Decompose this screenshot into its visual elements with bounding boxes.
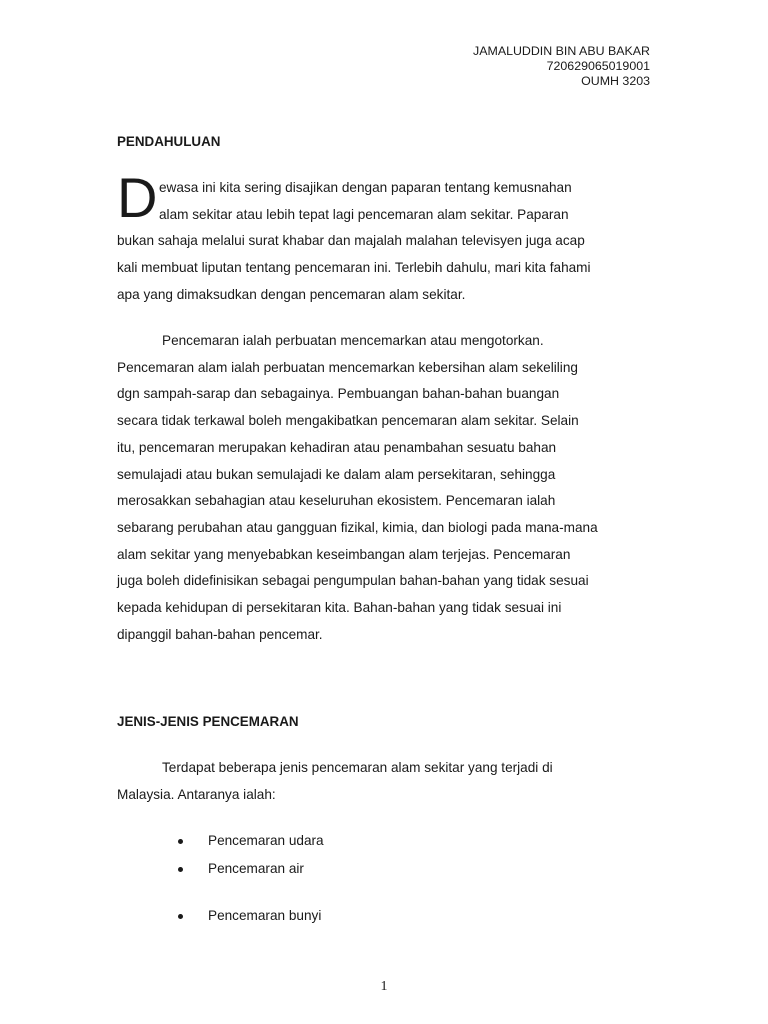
author-id-number: 720629065019001 [546,59,650,73]
paragraph-line: dgn sampah-sarap dan sebagainya. Pembuangan bahan-bahan buangan [117,386,560,402]
paragraph-line: ewasa ini kita sering disajikan dengan paparan tentang kemusnahan [159,180,572,195]
paragraph-line: Pencemaran ialah perbuatan mencemarkan atau mengotorkan. [162,333,544,348]
course-code: OUMH 3203 [581,74,650,88]
author-header [473,44,650,89]
intro-paragraph-2 [117,328,657,648]
paragraph-line: sebarang perubahan atau gangguan fizikal, kimia, dan biologi pada mana-mana [117,519,598,535]
paragraph-line: alam sekitar atau lebih tepat lagi pencemaran alam sekitar. Paparan [159,206,569,222]
page-number: 1 [380,979,388,994]
paragraph-line: juga boleh didefinisikan sebagai pengumpulan bahan-bahan yang tidak sesuai [117,573,589,589]
paragraph-line: kali membuat liputan tentang pencemaran ini. Terlebih dahulu, mari kita fahami [117,260,591,276]
drop-cap-letter: D [117,166,158,229]
bullet-icon [178,839,183,844]
paragraph-line: semulajadi atau bukan semulajadi ke dalam alam persekitaran, sehingga [117,466,556,482]
types-paragraph [117,755,657,808]
paragraph-line: Malaysia. Antaranya ialah: [117,786,276,802]
list-item-text: Pencemaran air [208,861,304,876]
paragraph-line: alam sekitar yang menyebabkan keseimbangan alam terjejas. Pencemaran [117,546,571,562]
section-heading-introduction: PENDAHULUAN [117,134,221,149]
paragraph-line: bukan sahaja melalui surat khabar dan majalah malahan televisyen juga acap [117,233,585,249]
bullet-icon [178,867,183,872]
author-name: JAMALUDDIN BIN ABU BAKAR [473,44,650,58]
bullet-icon [178,914,183,919]
paragraph-line: kepada kehidupan di persekitaran kita. Bahan-bahan yang tidak sesuai ini [117,600,562,616]
list-item-text: Pencemaran bunyi [208,908,322,923]
paragraph-line: itu, pencemaran merupakan kehadiran atau penambahan sesuatu bahan [117,439,557,455]
paragraph-line: Pencemaran alam ialah perbuatan mencemarkan kebersihan alam sekeliling [117,359,578,375]
paragraph-line: apa yang dimaksudkan dengan pencemaran alam sekitar. [117,286,466,302]
intro-paragraph-1 [117,175,657,309]
section-heading-types: JENIS-JENIS PENCEMARAN [117,714,299,729]
paragraph-line: Terdapat beberapa jenis pencemaran alam sekitar yang terjadi di [162,760,553,775]
list-item-text: Pencemaran udara [208,833,324,848]
paragraph-line: dipanggil bahan-bahan pencemar. [117,626,323,642]
paragraph-line: merosakkan sebahagian atau keseluruhan ekosistem. Pencemaran ialah [117,493,556,509]
paragraph-line: secara tidak terkawal boleh mengakibatkan pencemaran alam sekitar. Selain [117,413,579,429]
